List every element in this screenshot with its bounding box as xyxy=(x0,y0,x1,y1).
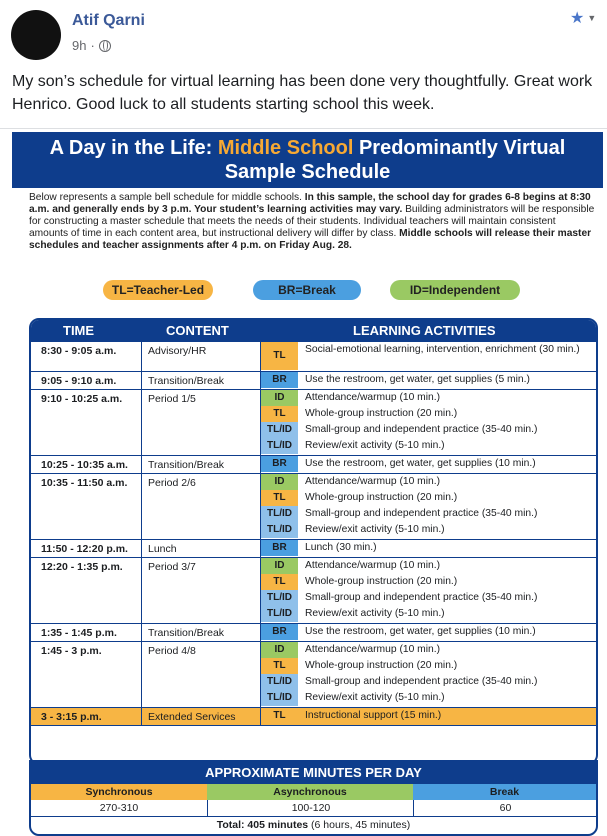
activity-description: Whole-group instruction (20 min.) xyxy=(305,576,458,587)
activity-description: Small-group and independent practice (35-40 min.) xyxy=(305,592,538,603)
schedule-row xyxy=(31,474,596,540)
row-time: 11:50 - 12:20 p.m. xyxy=(41,543,128,555)
row-time: 9:05 - 9:10 a.m. xyxy=(41,375,117,387)
activity xyxy=(261,642,597,658)
activity-description: Small-group and independent practice (35-40 min.) xyxy=(305,508,538,519)
flyer-intro xyxy=(29,192,597,252)
row-activities xyxy=(260,624,597,641)
favorite-button[interactable] xyxy=(570,8,596,28)
activity xyxy=(261,674,597,690)
flyer-title-highlight: Middle School xyxy=(217,137,354,159)
post-header xyxy=(0,0,607,62)
activity-description: Whole-group instruction (20 min.) xyxy=(305,408,458,419)
activity-code-badge: TL/ID xyxy=(261,422,298,438)
activity-code-badge: ID xyxy=(261,474,298,490)
row-content: Period 2/6 xyxy=(141,474,260,539)
row-content: Advisory/HR xyxy=(141,342,260,371)
row-activities xyxy=(260,456,597,473)
activity-description: Small-group and independent practice (35-40 min.) xyxy=(305,424,538,435)
intro-text-4: Middle schools will release their master schedules and teacher assignments after 4 p.m. on Friday Aug. 28. xyxy=(29,228,592,251)
activity-description: Review/exit activity (5-10 min.) xyxy=(305,608,445,619)
avatar[interactable] xyxy=(11,10,61,60)
row-content: Transition/Break xyxy=(141,456,260,473)
activity-code-badge: BR xyxy=(261,372,298,388)
row-activities xyxy=(260,642,597,707)
minutes-title: APPROXIMATE MINUTES PER DAY xyxy=(31,762,596,784)
divider xyxy=(0,128,607,129)
minutes-table xyxy=(29,760,598,836)
row-time: 1:35 - 1:45 p.m. xyxy=(41,627,117,639)
schedule-row xyxy=(31,708,596,726)
activity-code-badge: BR xyxy=(261,456,298,472)
activity xyxy=(261,490,597,506)
activity-code-badge: TL/ID xyxy=(261,590,298,606)
activity-description: Whole-group instruction (20 min.) xyxy=(305,492,458,503)
activity-description: Use the restroom, get water, get supplies (5 min.) xyxy=(305,374,530,385)
row-activities xyxy=(260,708,597,725)
activity-description: Review/exit activity (5-10 min.) xyxy=(305,524,445,535)
activity-description: Attendance/warmup (10 min.) xyxy=(305,560,441,571)
row-time: 3 - 3:15 p.m. xyxy=(41,711,102,723)
legend-teacher-led: TL=Teacher-Led xyxy=(103,280,213,300)
meta-separator: · xyxy=(90,38,95,53)
post-time[interactable]: 9h xyxy=(72,38,87,53)
total-detail: (6 hours, 45 minutes) xyxy=(308,819,411,831)
activity-code-badge: TL xyxy=(261,574,298,590)
activity-code-badge: TL/ID xyxy=(261,674,298,690)
flyer-title-part1: A Day in the Life: xyxy=(49,137,218,159)
activity-code-badge: TL/ID xyxy=(261,438,298,454)
row-time: 10:35 - 11:50 a.m. xyxy=(41,477,128,489)
activity-code-badge: TL/ID xyxy=(261,506,298,522)
activity-description: Whole-group instruction (20 min.) xyxy=(305,660,458,671)
activity xyxy=(261,506,597,522)
row-activities xyxy=(260,372,597,389)
activity xyxy=(261,574,597,590)
star-icon: ★ xyxy=(570,10,585,27)
post-text: My son’s schedule for virtual learning has been done very thoughtfully. Great work Henrico. Good luck to all students starting school this week. xyxy=(12,73,593,113)
row-content: Transition/Break xyxy=(141,624,260,641)
row-content: Transition/Break xyxy=(141,372,260,389)
activity xyxy=(261,422,597,438)
schedule-row xyxy=(31,456,596,474)
activity-description: Attendance/warmup (10 min.) xyxy=(305,476,441,487)
activity xyxy=(261,456,597,472)
activity-code-badge: TL xyxy=(261,490,298,506)
activity-code-badge: TL/ID xyxy=(261,690,298,706)
row-activities xyxy=(260,558,597,623)
minutes-total xyxy=(31,816,596,833)
row-time: 12:20 - 1:35 p.m. xyxy=(41,561,123,573)
activity-code-badge: TL xyxy=(261,708,298,724)
intro-text-1: Below represents a sample bell schedule for middle schools. xyxy=(29,192,305,203)
row-time: 8:30 - 9:05 a.m. xyxy=(41,345,117,357)
row-content: Period 1/5 xyxy=(141,390,260,455)
schedule-row xyxy=(31,372,596,390)
activity xyxy=(261,558,597,574)
intro-text-2: In this sample, the school day for grades 6-8 begins at 8:30 a.m. and generally ends by 3 p.m. Your student’s learning activities may vary. xyxy=(29,192,591,215)
activity-description: Lunch (30 min.) xyxy=(305,542,377,553)
post-meta xyxy=(72,38,111,53)
activity-code-badge: ID xyxy=(261,642,298,658)
row-activities xyxy=(260,342,597,371)
schedule-row xyxy=(31,390,596,456)
activity xyxy=(261,406,597,422)
activity-description: Use the restroom, get water, get supplies (10 min.) xyxy=(305,626,536,637)
row-content: Period 3/7 xyxy=(141,558,260,623)
activity-code-badge: BR xyxy=(261,624,298,640)
synchronous-label: Synchronous xyxy=(31,784,207,800)
activity-code-badge: TL/ID xyxy=(261,522,298,538)
activity xyxy=(261,690,597,706)
activity xyxy=(261,390,597,406)
schedule-row xyxy=(31,540,596,558)
activity-code-badge: BR xyxy=(261,540,298,556)
flyer-title-part2: Predominantly Virtual xyxy=(353,137,566,159)
schedule-image[interactable] xyxy=(3,132,607,834)
legend-independent: ID=Independent xyxy=(390,280,520,300)
author-name[interactable]: Atif Qarni xyxy=(72,12,145,29)
schedule-row xyxy=(31,624,596,642)
flyer-title-banner xyxy=(12,132,603,188)
flyer-subtitle: Sample Schedule xyxy=(224,161,391,183)
break-value: 60 xyxy=(413,800,597,816)
intro-text-3: Building administrators will be responsible for constructing a master schedule that meets the needs of their students. Individual teachers will maintain consistent amounts of time in each content area, but instructional delivery will differ by class. xyxy=(29,204,595,239)
row-activities xyxy=(260,540,597,557)
synchronous-value: 270-310 xyxy=(99,802,139,814)
activity-description: Attendance/warmup (10 min.) xyxy=(305,644,441,655)
activity-code-badge: TL/ID xyxy=(261,606,298,622)
schedule-table xyxy=(29,318,598,765)
schedule-row xyxy=(31,342,596,372)
row-time: 9:10 - 10:25 a.m. xyxy=(41,393,123,405)
row-activities xyxy=(260,390,597,455)
activity-code-badge: TL xyxy=(261,658,298,674)
schedule-header xyxy=(31,320,596,342)
activity xyxy=(261,624,597,640)
total-label: Total: 405 minutes xyxy=(216,819,309,831)
activity xyxy=(261,590,597,606)
row-content: Period 4/8 xyxy=(141,642,260,707)
row-content: Extended Services xyxy=(141,708,260,725)
chevron-down-icon: ▼ xyxy=(587,13,597,23)
asynchronous-label: Asynchronous xyxy=(207,784,413,800)
activity-description: Attendance/warmup (10 min.) xyxy=(305,392,441,403)
row-activities xyxy=(260,474,597,539)
activity-code-badge: TL xyxy=(261,342,298,370)
header-activities: LEARNING ACTIVITIES xyxy=(353,323,496,338)
activity xyxy=(261,708,597,724)
asynchronous-value: 100-120 xyxy=(207,800,414,816)
row-time: 1:45 - 3 p.m. xyxy=(41,645,102,657)
activity xyxy=(261,606,597,622)
activity-code-badge: ID xyxy=(261,558,298,574)
activity xyxy=(261,438,597,454)
header-time: TIME xyxy=(63,323,95,338)
activity-code-badge: TL xyxy=(261,406,298,422)
activity-description: Review/exit activity (5-10 min.) xyxy=(305,440,445,451)
activity xyxy=(261,474,597,490)
legend-break: BR=Break xyxy=(253,280,361,300)
schedule-rows xyxy=(31,342,596,726)
activity xyxy=(261,342,597,370)
activity-description: Instructional support (15 min.) xyxy=(305,710,442,721)
activity-description: Review/exit activity (5-10 min.) xyxy=(305,692,445,703)
activity xyxy=(261,540,597,556)
schedule-row xyxy=(31,642,596,708)
activity xyxy=(261,522,597,538)
flyer-title xyxy=(12,136,603,160)
activity-description: Use the restroom, get water, get supplies (10 min.) xyxy=(305,458,536,469)
activity-code-badge: ID xyxy=(261,390,298,406)
row-content: Lunch xyxy=(141,540,260,557)
break-label: Break xyxy=(413,784,596,800)
globe-icon xyxy=(99,40,111,52)
schedule-row xyxy=(31,558,596,624)
activity-description: Social-emotional learning, intervention, enrichment (30 min.) xyxy=(305,344,580,355)
row-time: 10:25 - 10:35 a.m. xyxy=(41,459,128,471)
activity-description: Small-group and independent practice (35-40 min.) xyxy=(305,676,538,687)
header-content: CONTENT xyxy=(166,323,229,338)
activity xyxy=(261,658,597,674)
activity xyxy=(261,372,597,388)
